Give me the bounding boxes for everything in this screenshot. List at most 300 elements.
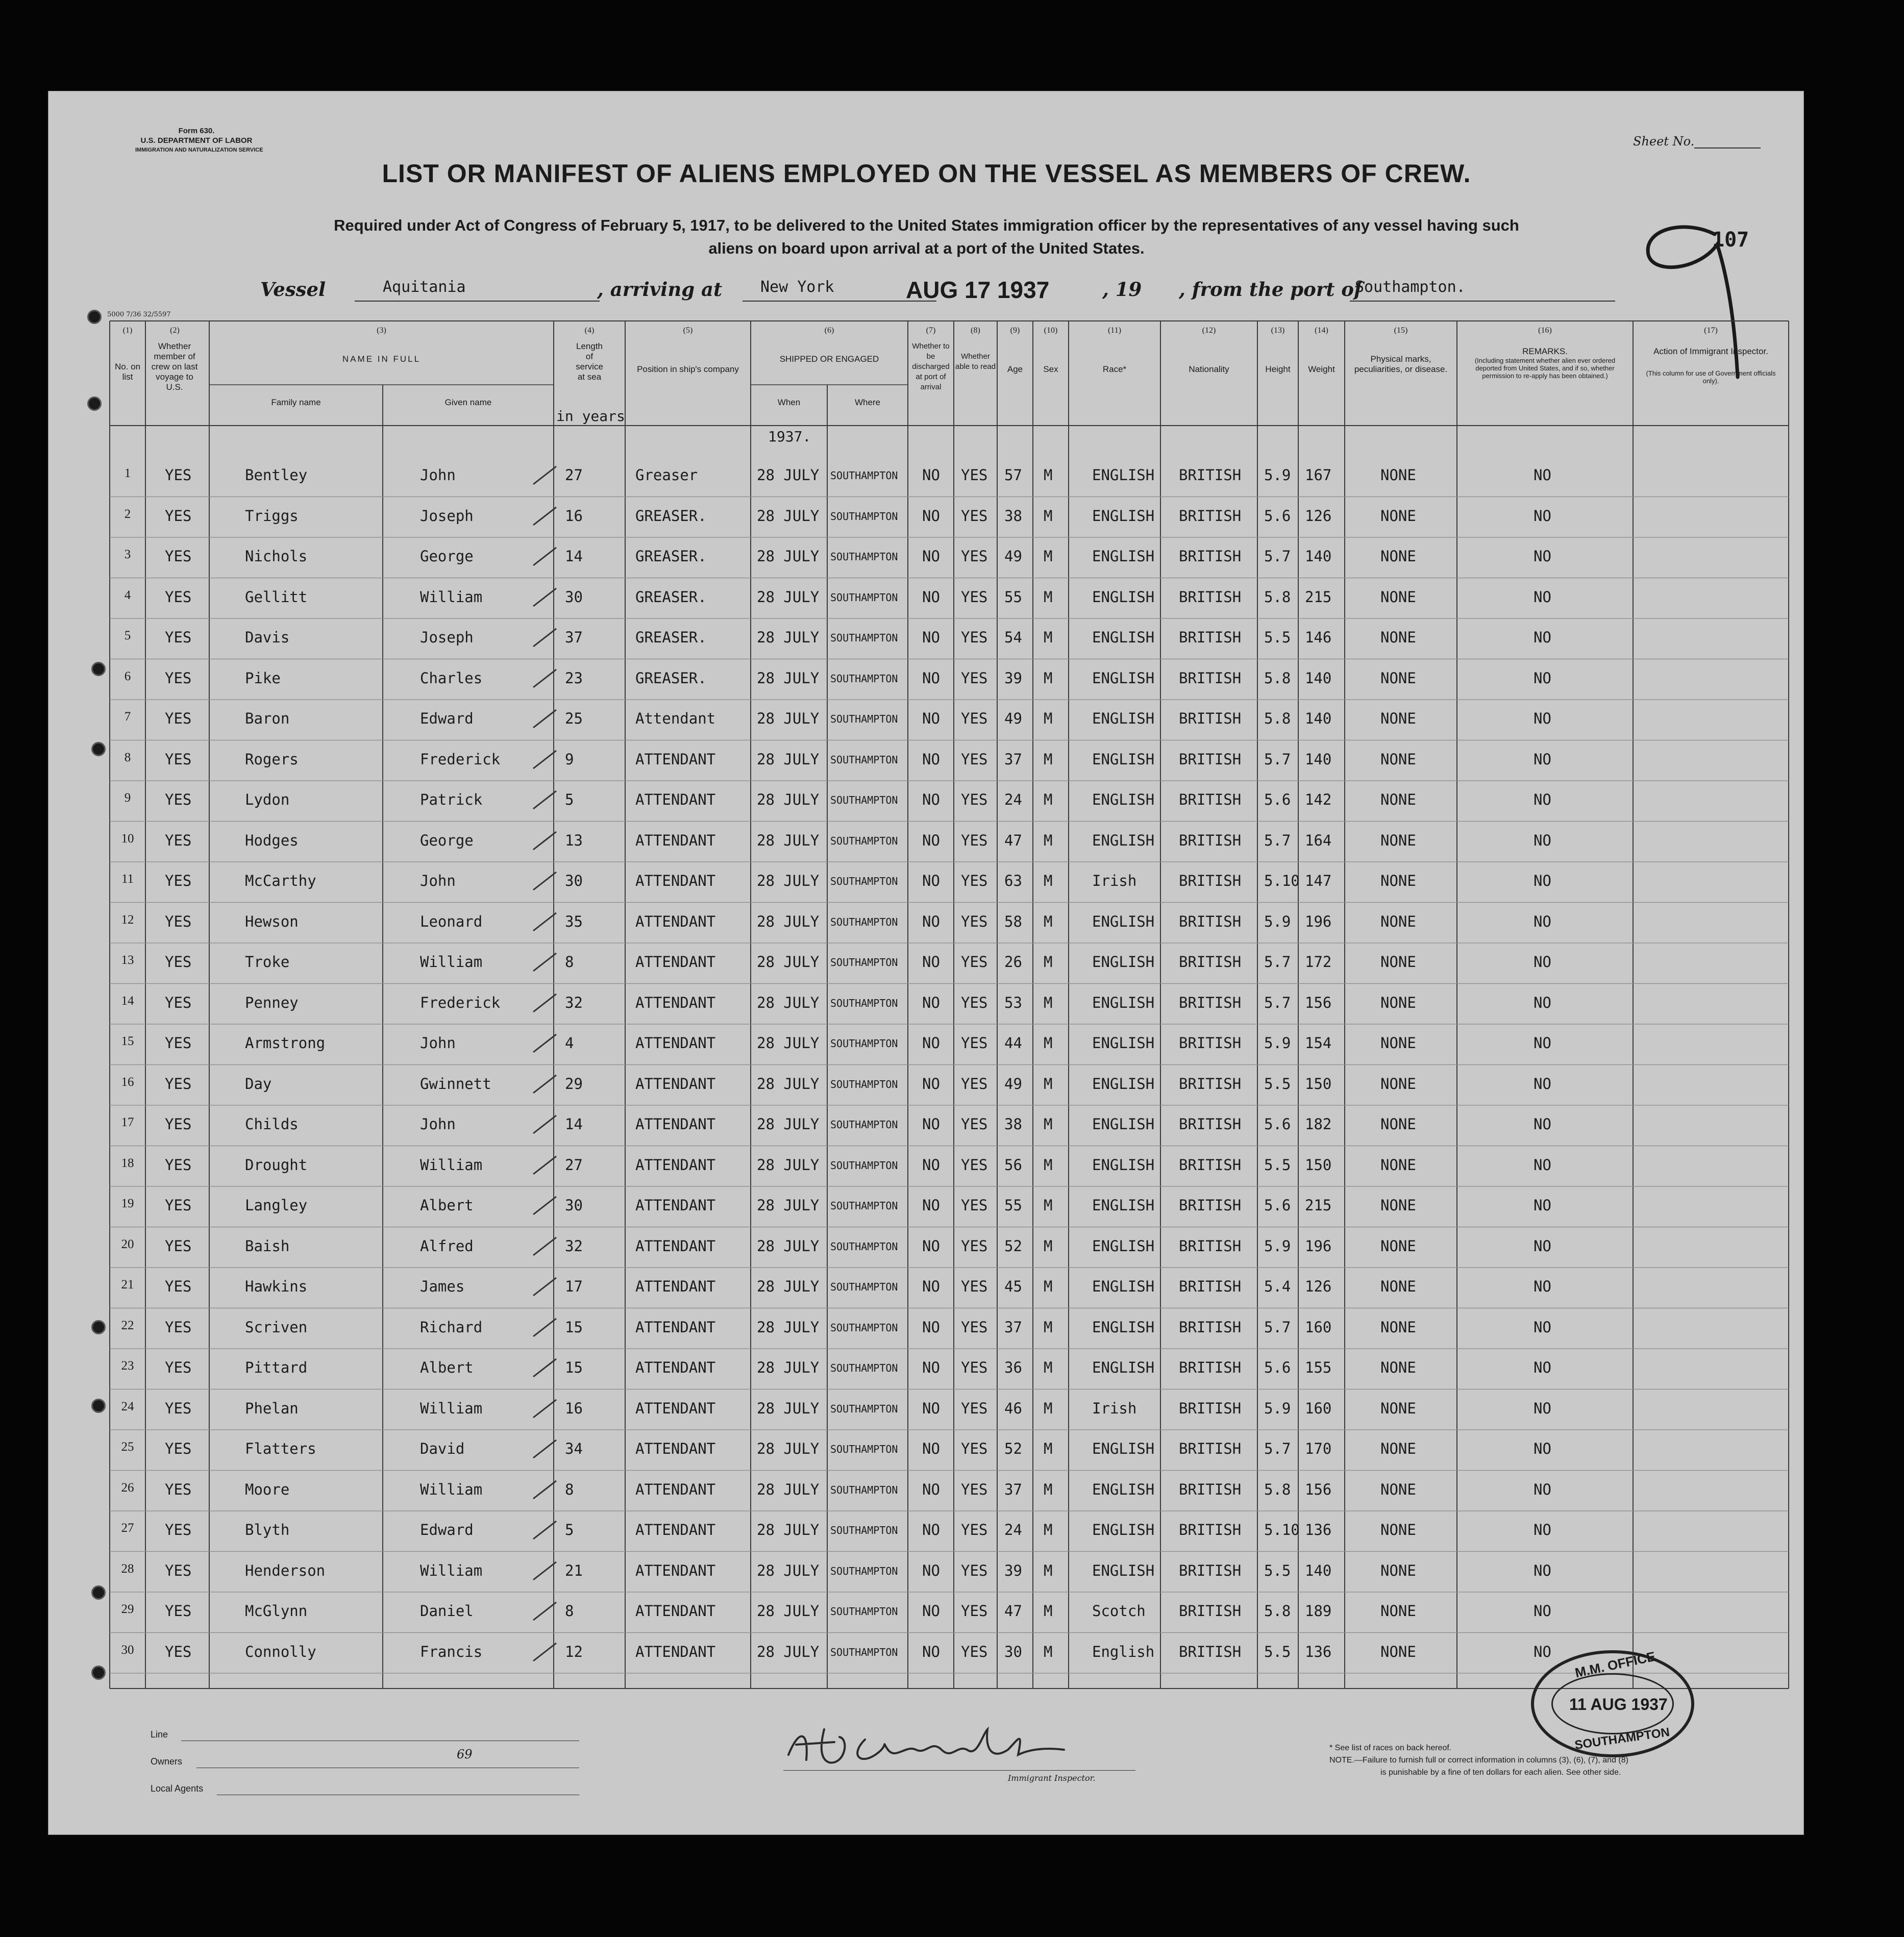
cell-when: 28 JULY [757, 1359, 820, 1376]
cell-weight: 189 [1305, 1602, 1332, 1620]
cell-remarks: NO [1534, 548, 1551, 565]
cell-family: Langley [245, 1197, 308, 1214]
cell-marks: NONE [1380, 1521, 1416, 1538]
cell-age: 39 [1004, 1561, 1022, 1579]
row-number: 3 [124, 548, 131, 561]
cell-crew: YES [165, 1075, 192, 1092]
cell-family: Connolly [245, 1643, 316, 1660]
cell-height: 5.7 [1264, 994, 1291, 1011]
cell-when: 28 JULY [757, 1521, 820, 1538]
cell-sex: M [1044, 629, 1053, 646]
cell-age: 38 [1004, 507, 1022, 525]
check-mark-icon [531, 1151, 561, 1177]
row-number: 26 [121, 1480, 134, 1495]
cell-service: 12 [565, 1643, 583, 1660]
cell-nationality: BRITISH [1179, 466, 1242, 484]
cell-crew: YES [165, 1278, 192, 1295]
row-number: 15 [121, 1034, 134, 1048]
cell-marks: NONE [1380, 912, 1416, 930]
cell-when: 28 JULY [757, 1318, 820, 1336]
cell-where: SOUTHAMPTON [830, 1646, 898, 1658]
cell-where: SOUTHAMPTON [830, 1078, 898, 1090]
cell-crew: YES [165, 1359, 192, 1376]
race-footnote: * See list of races on back hereof. [1329, 1744, 1452, 1752]
cell-family: Davis [245, 629, 290, 646]
cell-service: 21 [565, 1561, 583, 1579]
col-header-weight: Weight [1308, 364, 1335, 374]
row-number: 16 [121, 1075, 134, 1089]
cell-when: 28 JULY [757, 1156, 820, 1174]
cell-service: 25 [565, 710, 583, 727]
cell-position: ATTENDANT [635, 953, 716, 971]
cell-weight: 136 [1305, 1643, 1332, 1660]
row-number: 20 [121, 1237, 134, 1251]
cell-family: Flatters [245, 1440, 316, 1457]
col-header-crew: Whether member of crew on last voyage to U.S. [151, 341, 198, 392]
cell-service: 15 [565, 1359, 583, 1376]
cell-where: SOUTHAMPTON [830, 794, 898, 806]
service-name: IMMIGRATION AND NATURALIZATION SERVICE [135, 147, 263, 153]
cell-remarks: NO [1534, 1602, 1551, 1620]
cell-weight: 172 [1305, 953, 1332, 971]
cell-age: 58 [1004, 912, 1022, 930]
cell-sex: M [1044, 669, 1053, 687]
punch-hole [87, 396, 102, 411]
cell-given: Albert [420, 1197, 474, 1214]
cell-sex: M [1044, 1075, 1053, 1092]
check-mark-icon [531, 948, 561, 974]
cell-age: 54 [1004, 629, 1022, 646]
cell-where: SOUTHAMPTON [830, 1037, 898, 1050]
cell-when: 28 JULY [757, 1602, 820, 1620]
col-header-discharged: Whether to be discharged at port of arrival [912, 342, 950, 391]
cell-given: William [420, 1561, 483, 1579]
cell-where: SOUTHAMPTON [830, 1159, 898, 1172]
cell-family: Pike [245, 669, 281, 687]
cell-crew: YES [165, 1318, 192, 1336]
cell-weight: 155 [1305, 1359, 1332, 1376]
cell-race: ENGLISH [1092, 1156, 1155, 1174]
row-number: 25 [121, 1440, 134, 1454]
cell-read: YES [961, 1075, 988, 1092]
cell-discharged: NO [922, 1075, 940, 1092]
cell-where: SOUTHAMPTON [830, 510, 898, 523]
cell-crew: YES [165, 912, 192, 930]
check-mark-icon [531, 1597, 561, 1623]
punch-hole [91, 1399, 106, 1413]
penalty-note: NOTE.—Failure to furnish full or correct information in columns (3), (6), (7), and (8) [1329, 1756, 1628, 1765]
cell-marks: NONE [1380, 1399, 1416, 1417]
cell-position: ATTENDANT [635, 831, 716, 849]
cell-family: Scriven [245, 1318, 308, 1336]
cell-marks: NONE [1380, 1359, 1416, 1376]
cell-discharged: NO [922, 1034, 940, 1052]
cell-family: Phelan [245, 1399, 299, 1417]
cell-weight: 140 [1305, 548, 1332, 565]
cell-height: 5.5 [1264, 1075, 1291, 1092]
cell-weight: 215 [1305, 588, 1332, 606]
row-number: 23 [121, 1359, 134, 1373]
col-header-height: Height [1265, 364, 1291, 374]
cell-read: YES [961, 831, 988, 849]
cell-given: Charles [420, 669, 483, 687]
line-label: Line [151, 1729, 168, 1740]
cell-discharged: NO [922, 1197, 940, 1214]
cell-family: Bentley [245, 466, 308, 484]
cell-when: 28 JULY [757, 1197, 820, 1214]
arrival-port: New York [760, 278, 834, 296]
cell-position: ATTENDANT [635, 1115, 716, 1133]
cell-where: SOUTHAMPTON [830, 875, 898, 887]
owners-value: 69 [457, 1747, 473, 1761]
cell-read: YES [961, 791, 988, 808]
cell-service: 34 [565, 1440, 583, 1457]
cell-discharged: NO [922, 548, 940, 565]
row-number: 4 [124, 588, 131, 602]
cell-where: SOUTHAMPTON [830, 956, 898, 969]
cell-position: ATTENDANT [635, 1197, 716, 1214]
cell-marks: NONE [1380, 1440, 1416, 1457]
cell-sex: M [1044, 710, 1053, 727]
cell-crew: YES [165, 466, 192, 484]
cell-discharged: NO [922, 912, 940, 930]
cell-discharged: NO [922, 629, 940, 646]
cell-family: Armstrong [245, 1034, 326, 1052]
cell-nationality: BRITISH [1179, 669, 1242, 687]
cell-remarks: NO [1534, 953, 1551, 971]
cell-crew: YES [165, 750, 192, 768]
cell-marks: NONE [1380, 710, 1416, 727]
cell-remarks: NO [1534, 629, 1551, 646]
col-num-8: (8) [971, 326, 980, 335]
cell-service: 14 [565, 548, 583, 565]
cell-service: 30 [565, 1197, 583, 1214]
cell-where: SOUTHAMPTON [830, 1362, 898, 1374]
check-mark-icon [531, 1191, 561, 1217]
cell-sex: M [1044, 1237, 1053, 1255]
cell-remarks: NO [1534, 1278, 1551, 1295]
cell-discharged: NO [922, 507, 940, 525]
cell-where: SOUTHAMPTON [830, 1240, 898, 1253]
check-mark-icon [531, 583, 561, 609]
cell-given: William [420, 953, 483, 971]
row-number: 10 [121, 831, 134, 846]
cell-race: ENGLISH [1092, 588, 1155, 606]
subtitle-line-2: aliens on board upon arrival at a port of the United States. [708, 239, 1145, 257]
from-port-label: , from the port of [1179, 278, 1362, 301]
cell-given: Alfred [420, 1237, 474, 1255]
cell-crew: YES [165, 588, 192, 606]
cell-height: 5.5 [1264, 1561, 1291, 1579]
cell-when: 28 JULY [757, 831, 820, 849]
cell-nationality: BRITISH [1179, 912, 1242, 930]
cell-nationality: BRITISH [1179, 994, 1242, 1011]
cell-race: ENGLISH [1092, 629, 1155, 646]
row-number: 28 [121, 1561, 134, 1576]
cell-height: 5.7 [1264, 831, 1291, 849]
cell-weight: 146 [1305, 629, 1332, 646]
cell-age: 24 [1004, 791, 1022, 808]
cell-height: 5.6 [1264, 507, 1291, 525]
cell-service: 15 [565, 1318, 583, 1336]
cell-marks: NONE [1380, 466, 1416, 484]
cell-discharged: NO [922, 710, 940, 727]
cell-remarks: NO [1534, 1399, 1551, 1417]
cell-weight: 196 [1305, 912, 1332, 930]
print-code: 5000 7/36 32/5597 [107, 311, 171, 318]
cell-sex: M [1044, 912, 1053, 930]
cell-crew: YES [165, 1399, 192, 1417]
cell-service: 16 [565, 507, 583, 525]
cell-race: ENGLISH [1092, 831, 1155, 849]
cell-given: Joseph [420, 629, 474, 646]
cell-crew: YES [165, 1643, 192, 1660]
sheet-number-label: Sheet No. [1633, 134, 1695, 148]
punch-hole [87, 310, 102, 324]
cell-marks: NONE [1380, 1278, 1416, 1295]
cell-when: 28 JULY [757, 1399, 820, 1417]
cell-crew: YES [165, 548, 192, 565]
cell-marks: NONE [1380, 1643, 1416, 1660]
cell-nationality: BRITISH [1179, 710, 1242, 727]
cell-given: George [420, 831, 474, 849]
cell-race: ENGLISH [1092, 994, 1155, 1011]
cell-crew: YES [165, 507, 192, 525]
cell-where: SOUTHAMPTON [830, 834, 898, 847]
check-mark-icon [531, 1516, 561, 1542]
arriving-label: , arriving at [597, 278, 723, 301]
cell-service: 8 [565, 1602, 574, 1620]
cell-age: 56 [1004, 1156, 1022, 1174]
cell-when: 28 JULY [757, 1034, 820, 1052]
stamp-bottom-text: SOUTHAMPTON [1573, 1725, 1671, 1752]
col-num-16: (16) [1538, 326, 1552, 335]
cell-family: Gellitt [245, 588, 308, 606]
col-header-remarks: REMARKS. [1522, 346, 1568, 356]
cell-weight: 154 [1305, 1034, 1332, 1052]
col-header-age: Age [1007, 364, 1023, 374]
cell-crew: YES [165, 791, 192, 808]
cell-family: Baron [245, 710, 290, 727]
cell-family: Day [245, 1075, 272, 1092]
check-mark-icon [531, 664, 561, 690]
cell-marks: NONE [1380, 629, 1416, 646]
row-number: 9 [124, 791, 131, 805]
vessel-label: Vessel [260, 278, 326, 301]
cell-service: 27 [565, 466, 583, 484]
cell-given: Edward [420, 1521, 474, 1538]
cell-service: 16 [565, 1399, 583, 1417]
cell-age: 26 [1004, 953, 1022, 971]
cell-crew: YES [165, 1440, 192, 1457]
cell-remarks: NO [1534, 1197, 1551, 1214]
col-num-13: (13) [1271, 326, 1285, 335]
cell-where: SOUTHAMPTON [830, 915, 898, 928]
cell-race: ENGLISH [1092, 669, 1155, 687]
cell-height: 5.5 [1264, 1156, 1291, 1174]
col-header-when: When [777, 398, 801, 407]
col-num-12: (12) [1202, 326, 1216, 335]
check-mark-icon [531, 1354, 561, 1379]
cell-height: 5.7 [1264, 1440, 1291, 1457]
cell-crew: YES [165, 994, 192, 1011]
check-mark-icon [531, 1476, 561, 1501]
check-mark-icon [531, 1557, 561, 1582]
cell-weight: 156 [1305, 1480, 1332, 1498]
cell-given: George [420, 548, 474, 565]
cell-age: 55 [1004, 588, 1022, 606]
cell-sex: M [1044, 1197, 1053, 1214]
cell-service: 14 [565, 1115, 583, 1133]
row-number: 13 [121, 953, 134, 967]
cell-weight: 160 [1305, 1318, 1332, 1336]
check-mark-icon [531, 1313, 561, 1339]
cell-where: SOUTHAMPTON [830, 997, 898, 1009]
cell-service: 37 [565, 629, 583, 646]
cell-read: YES [961, 1399, 988, 1417]
check-mark-icon [531, 908, 561, 933]
check-mark-icon [531, 1070, 561, 1096]
cell-marks: NONE [1380, 1075, 1416, 1092]
cell-race: ENGLISH [1092, 1561, 1155, 1579]
cell-remarks: NO [1534, 994, 1551, 1011]
check-mark-icon [531, 1029, 561, 1055]
cell-sex: M [1044, 1480, 1053, 1498]
cell-position: ATTENDANT [635, 1480, 716, 1498]
cell-height: 5.10 [1264, 1521, 1300, 1538]
cell-nationality: BRITISH [1179, 1561, 1242, 1579]
cell-height: 5.5 [1264, 629, 1291, 646]
department-name: U.S. DEPARTMENT OF LABOR [140, 136, 253, 145]
col-header-given: Given name [444, 398, 492, 407]
cell-when: 28 JULY [757, 1115, 820, 1133]
col-num-17: (17) [1704, 326, 1718, 335]
cell-marks: NONE [1380, 1197, 1416, 1214]
cell-weight: 140 [1305, 750, 1332, 768]
cell-given: Edward [420, 710, 474, 727]
col-header-no: No. on list [114, 362, 141, 382]
cell-service: 13 [565, 831, 583, 849]
cell-sex: M [1044, 1643, 1053, 1660]
year-label: , 19 [1102, 278, 1142, 301]
cell-when: 28 JULY [757, 1075, 820, 1092]
cell-height: 5.7 [1264, 548, 1291, 565]
cell-height: 5.9 [1264, 1034, 1291, 1052]
cell-crew: YES [165, 669, 192, 687]
col-num-2: (2) [170, 326, 180, 335]
cell-when: 28 JULY [757, 669, 820, 687]
cell-remarks: NO [1534, 710, 1551, 727]
cell-read: YES [961, 872, 988, 889]
cell-when: 28 JULY [757, 872, 820, 889]
cell-sex: M [1044, 1440, 1053, 1457]
arrival-date-stamp: AUG 17 1937 [906, 277, 1050, 303]
cell-height: 5.6 [1264, 791, 1291, 808]
cell-race: ENGLISH [1092, 1359, 1155, 1376]
service-unit: in years [556, 408, 625, 425]
cell-family: Nichols [245, 548, 308, 565]
check-mark-icon [531, 1395, 561, 1420]
row-number: 12 [121, 912, 134, 927]
cell-race: ENGLISH [1092, 1480, 1155, 1498]
col-header-race: Race* [1102, 364, 1127, 374]
cell-height: 5.9 [1264, 1399, 1291, 1417]
cell-race: ENGLISH [1092, 466, 1155, 484]
cell-crew: YES [165, 710, 192, 727]
cell-crew: YES [165, 1480, 192, 1498]
cell-remarks: NO [1534, 507, 1551, 525]
cell-discharged: NO [922, 1561, 940, 1579]
cell-read: YES [961, 1237, 988, 1255]
manifest-sheet [48, 91, 1804, 1835]
check-mark-icon [531, 705, 561, 730]
cell-read: YES [961, 629, 988, 646]
punch-hole [91, 1666, 106, 1680]
row-number: 7 [124, 710, 131, 724]
cell-race: ENGLISH [1092, 1197, 1155, 1214]
cell-crew: YES [165, 831, 192, 849]
cell-service: 5 [565, 1521, 574, 1538]
cell-height: 5.9 [1264, 1237, 1291, 1255]
cell-read: YES [961, 1115, 988, 1133]
col-header-name: NAME IN FULL [342, 354, 421, 364]
cell-age: 49 [1004, 548, 1022, 565]
col-header-where: Where [854, 398, 881, 407]
cell-family: Childs [245, 1115, 299, 1133]
cell-where: SOUTHAMPTON [830, 1119, 898, 1131]
cell-where: SOUTHAMPTON [830, 672, 898, 685]
cell-remarks: NO [1534, 1237, 1551, 1255]
cell-position: ATTENDANT [635, 791, 716, 808]
cell-age: 39 [1004, 669, 1022, 687]
cell-crew: YES [165, 1602, 192, 1620]
cell-given: William [420, 588, 483, 606]
cell-family: Triggs [245, 507, 299, 525]
cell-remarks: NO [1534, 1115, 1551, 1133]
row-number: 6 [124, 669, 131, 683]
cell-when: 28 JULY [757, 1643, 820, 1660]
cell-nationality: BRITISH [1179, 1075, 1242, 1092]
cell-position: GREASER. [635, 588, 707, 606]
cell-weight: 156 [1305, 994, 1332, 1011]
cell-given: John [420, 466, 456, 484]
cell-marks: NONE [1380, 1237, 1416, 1255]
cell-position: ATTENDANT [635, 872, 716, 889]
row-number: 2 [124, 507, 131, 521]
cell-crew: YES [165, 1237, 192, 1255]
cell-remarks: NO [1534, 872, 1551, 889]
cell-sex: M [1044, 1521, 1053, 1538]
cell-marks: NONE [1380, 994, 1416, 1011]
cell-given: William [420, 1480, 483, 1498]
cell-when: 28 JULY [757, 548, 820, 565]
cell-weight: 136 [1305, 1521, 1332, 1538]
cell-family: Drought [245, 1156, 308, 1174]
cell-where: SOUTHAMPTON [830, 1281, 898, 1293]
cell-height: 5.9 [1264, 466, 1291, 484]
cell-race: ENGLISH [1092, 1440, 1155, 1457]
cell-service: 8 [565, 953, 574, 971]
inspector-signature [778, 1719, 1135, 1775]
cell-discharged: NO [922, 1602, 940, 1620]
cell-age: 30 [1004, 1643, 1022, 1660]
cell-read: YES [961, 588, 988, 606]
cell-remarks: NO [1534, 831, 1551, 849]
cell-marks: NONE [1380, 1115, 1416, 1133]
check-mark-icon [531, 542, 561, 568]
cell-crew: YES [165, 629, 192, 646]
cell-age: 53 [1004, 994, 1022, 1011]
